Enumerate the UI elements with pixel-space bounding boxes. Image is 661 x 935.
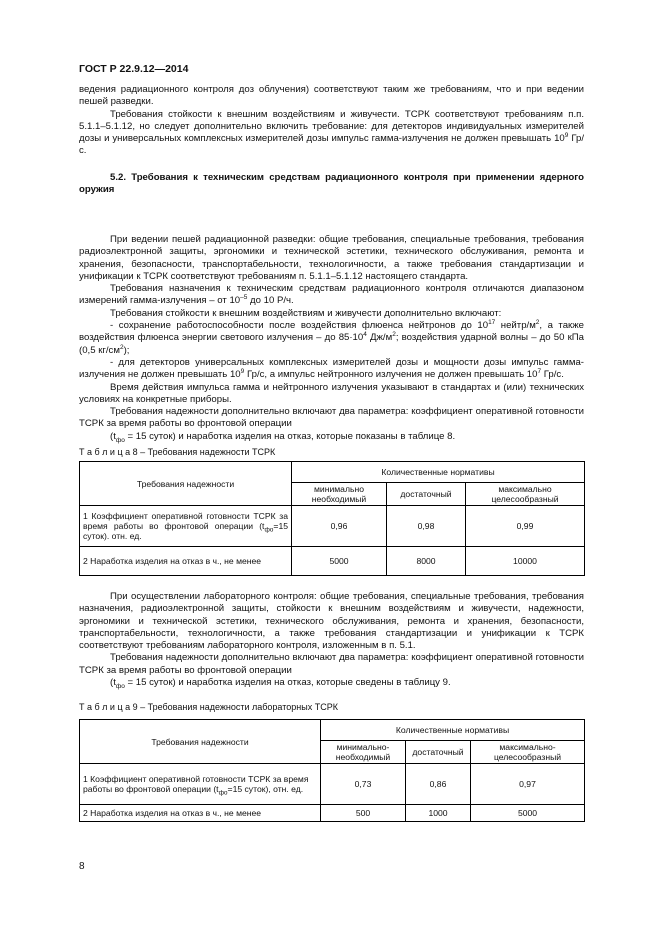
table-header: Требования надежности: [80, 720, 321, 764]
paragraph: ($t_{фо} = 15$ суток) и наработка изделия на отказ, которые сведены в таблицу 9.: [110, 677, 451, 690]
paragraph: Требования назначения к техническим средствам радиационного контроля отличаются диапазоном измерений гамма-излучения – от $10^{-5}$ до 10 Р/ч.: [79, 283, 584, 307]
table-row: [80, 547, 585, 576]
table9: [79, 719, 585, 822]
paragraph: - для детекторов универсальных комплексных измерителей дозы и мощности дозы импульс гамма-излучения не должен превышать $10^9$ Гр/с, а импульс нейтронного излучения не должен превышать $10^7$ Гр/с.: [79, 356, 584, 381]
table-cell: 0,96: [292, 506, 387, 547]
table-cell: 0,86: [406, 764, 471, 805]
paragraph: Требования стойкости к внешним воздействиям и живучести дополнительно включают:: [110, 307, 502, 319]
text-block-3: [79, 591, 584, 689]
paragraph: При осуществлении лабораторного контроля: общие требования, специальные требования, требования назначения, радиоэлектронной защиты, стойкости к внешним воздействиям и живучести, надежности, эргономики и технической эстетики, технического обслуживания, ремонта и хранения, безопасности, транспортабельности, технологичности, а также требования стандартизации и унификации к ТСРК соответствуют требованиям лабораторного контроля, изложенным в п. 5.1.: [79, 591, 584, 652]
table-header: максимально целесообразный: [466, 483, 585, 506]
table-cell: 1 Коэффициент оперативной готовности ТСРК за время работы во фронтовой операции ($t_{фо}=15$ суток), отн. ед.: [80, 764, 321, 805]
paragraph: - сохранение работоспособности после воздействия флюенса нейтронов до $10^{17}$ нейтр/$м^2$, а также воздействия флюенса энергии светового излучения – до $85\cdot 10^4$ $Дж/м^2$; воздействия ударной волны – до 50 кПа (0,5 $кг/см^2$);: [79, 318, 585, 356]
paragraph: При ведении пешей радиационной разведки: общие требования, специальные требования, требования радиоэлектронной защиты, эргономики и технической эстетики, технического обслуживания, ремонта и хранения, безопасности, транспортабельности, технологичности, а также требования стандартизации и унификации к ТСРК соответствуют требованиям п. 5.1.1–5.1.12 настоящего стандарта.: [79, 234, 584, 282]
table-header: Количественные нормативы: [321, 720, 585, 741]
table-header: максимально-целесообразный: [471, 741, 585, 764]
page-number: 8: [79, 861, 85, 872]
paragraph: Требования надежности дополнительно включают два параметра: коэффициент оперативной готовности ТСРК за время работы во фронтовой операции: [79, 652, 584, 676]
document-header: ГОСТ Р 22.9.12—2014: [79, 63, 189, 75]
table8: [79, 461, 585, 576]
table-row: [80, 506, 585, 547]
table-cell: 10000: [466, 547, 585, 576]
table-cell: 1 Коэффициент оперативной готовности ТСРК за время работы во фронтовой операции ($t_{фо}=15$ суток). отн. ед.: [80, 506, 292, 547]
table-cell: 0,99: [466, 506, 585, 547]
table-cell: 2 Наработка изделия на отказ в ч., не менее: [80, 547, 292, 576]
table-cell: 2 Наработка изделия на отказ в ч., не менее: [80, 805, 321, 822]
table-header: минимально необходимый: [292, 483, 387, 506]
paragraph: ($t_{фо} = 15$ суток) и наработка изделия на отказ, которые показаны в таблице 8.: [110, 430, 456, 444]
section-title: 5.2. Требования к техническим средствам радиационного контроля при применении ядерного оружия: [79, 172, 584, 196]
paragraph: Требования стойкости к внешним воздействиям и живучести. ТСРК соответствуют требованиям п.п. 5.1.1–5.1.12, но следует дополнительно включить требование: для детекторов индивидуальных измерителей дозы и универсальных комплексных измерителей дозы импульс гамма-излучения не должен превышать $10^9$ Гр/с.: [79, 108, 584, 157]
table-cell: 8000: [387, 547, 466, 576]
paragraph: Требования надежности дополнительно включают два параметра: коэффициент оперативной готовности ТСРК за время работы во фронтовой операции: [79, 406, 584, 430]
table-header: достаточный: [387, 483, 466, 506]
text-block-2: [79, 234, 584, 443]
paragraph: ведения радиационного контроля доз облучения) соответствуют таким же требованиям, что и при ведении пешей разведки.: [79, 84, 584, 108]
table-header: минимально-необходимый: [321, 741, 406, 764]
table8-caption: Т а б л и ц а 8 – Требования надежности ТСРК: [79, 447, 276, 457]
table-row: [80, 764, 585, 805]
table-cell: 0,97: [471, 764, 585, 805]
table-cell: 0,98: [387, 506, 466, 547]
table-row: [80, 805, 585, 822]
table-cell: 0,73: [321, 764, 406, 805]
paragraph: Время действия импульса гамма и нейтронного излучения указывают в стандартах и (или) технических условиях на конкретные приборы.: [79, 381, 584, 405]
table-cell: 1000: [406, 805, 471, 822]
table-cell: 5000: [292, 547, 387, 576]
text-block-1: [79, 84, 584, 158]
table9-caption: Т а б л и ц а 9 – Требования надежности лабораторных ТСРК: [79, 702, 338, 712]
table-cell: 500: [321, 805, 406, 822]
table-header: Требования надежности: [80, 462, 292, 506]
table-cell: 5000: [471, 805, 585, 822]
table-header: достаточный: [406, 741, 471, 764]
table-header: Количественные нормативы: [292, 462, 585, 483]
